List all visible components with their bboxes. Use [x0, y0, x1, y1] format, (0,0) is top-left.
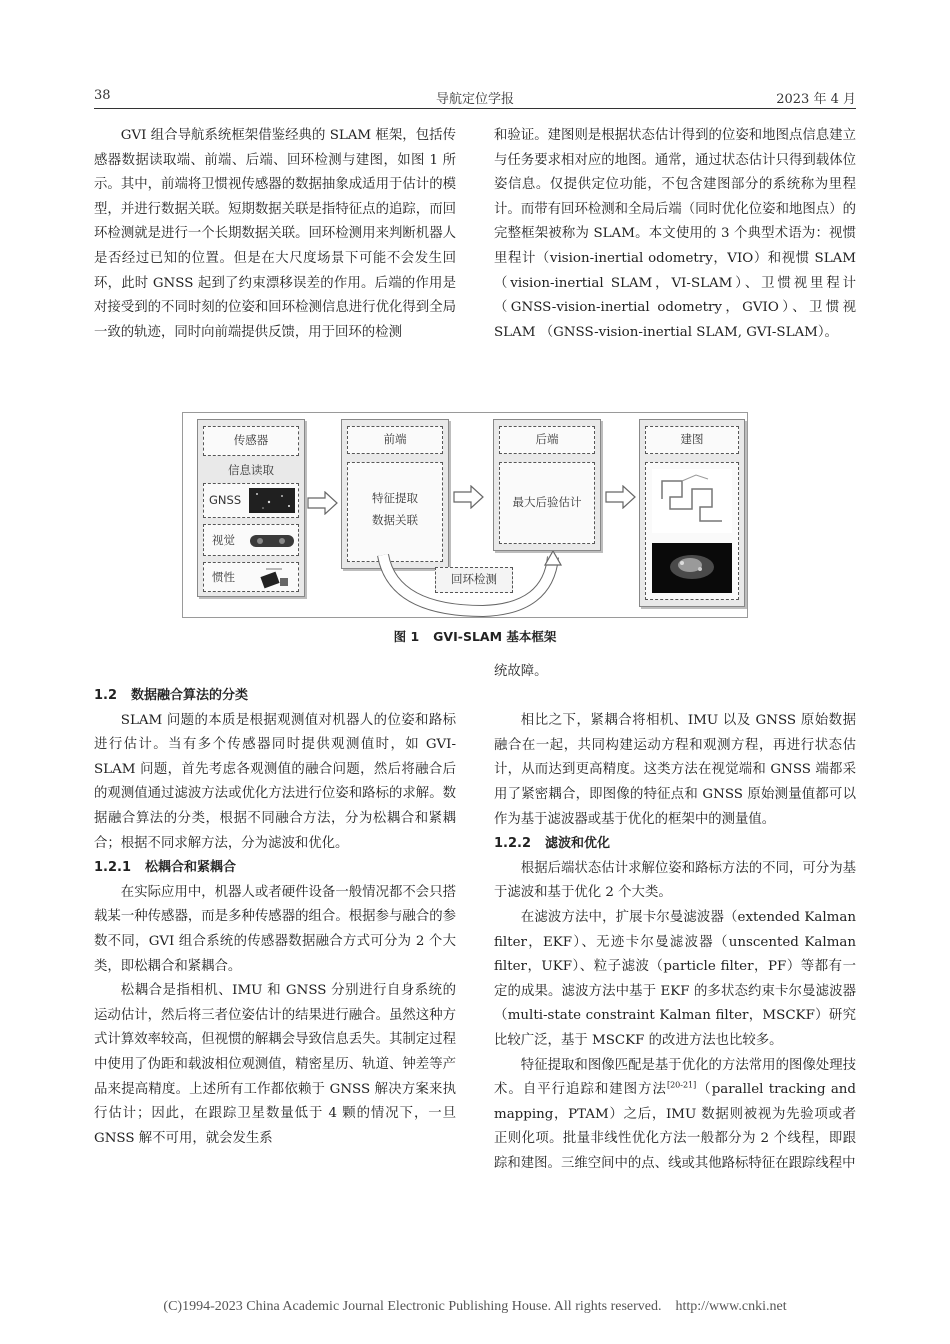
section-1-2-number: 1.2 — [94, 688, 118, 703]
backend-title: 后端 — [535, 432, 559, 446]
section-1-2-1-heading — [94, 856, 456, 881]
frontend-body-box — [347, 462, 443, 562]
data-association-label: 数据关联 — [372, 513, 418, 527]
paragraph-filter-methods: 在滤波方法中，扩展卡尔曼滤波器（extended Kalman filter，EKF）、无迹卡尔曼滤波器（unscented Kalman filter，UKF）、粒子滤波（particle filter，PF）等都有一定的成果。滤波方法中基于 EKF 的多状态约束卡尔曼滤波器（multi-state constraint Kalman filter，MSCKF）研究比较广泛，基于 MSCKF 的改进方法也比较多。 — [494, 909, 856, 1048]
figure-caption-label: 图 1 — [393, 629, 420, 644]
sensor-title: 传感器 — [233, 433, 269, 447]
gnss-sky-icon — [249, 488, 295, 513]
imu-icon — [256, 566, 292, 590]
vision-box — [203, 524, 299, 556]
optimization-text-after: （parallel tracking and mapping，PTAM）之后，IMU 数据则被视为先验项或者正则化项。批量非线性优化方法一般都分为 2 个线程，即跟踪和建图。三维空间中的点、线或其他路标特征在跟踪线程中 — [494, 1082, 857, 1171]
gnss-image — [249, 488, 295, 513]
left-column-bottom — [94, 684, 456, 1151]
paragraph-continuation: 统故障。 — [494, 664, 548, 679]
trajectory-map-icon — [652, 469, 732, 533]
mapping-title-box — [645, 426, 739, 454]
inertial-box — [203, 562, 299, 592]
point-cloud-icon — [652, 543, 732, 593]
mapping-body-box — [645, 462, 739, 600]
figure-caption-text: GVI-SLAM 基本框架 — [433, 629, 557, 644]
gnss-label: GNSS — [209, 493, 242, 507]
inertial-label: 惯性 — [212, 570, 235, 584]
mapping-stage — [639, 419, 745, 607]
paragraph-terms: 和验证。建图则是根据状态估计得到的位姿和地图点信息建立与任务要求相对应的地图。通常，通过状态估计只得到载体位姿信息。仅提供定位功能，不包含建图部分的系统称为里程计。而带有回环检测和全局后端（同时优化位姿和地图点）的完整框架被称为 SLAM。本文使用的 3 个典型术语为：视惯里程计（vision-inertial odometry，VIO）和视惯 SLAM（vision-inertial SLAM，VI-SLAM）、卫惯视里程计（GNSS-vision-inertial odometry，GVIO）、卫惯视 SLAM （GNSS-vision-inertial SLAM, GVI-SLAM）。 — [494, 128, 856, 340]
left-column-top — [94, 124, 456, 345]
right-column-bottom — [494, 660, 856, 1176]
gnss-box — [203, 483, 299, 518]
backend-title-box — [499, 426, 595, 454]
section-1-2-heading — [94, 684, 456, 709]
feature-extraction-label: 特征提取 — [372, 491, 418, 505]
paragraph-fusion-intro: SLAM 问题的本质是根据观测值对机器人的位姿和路标进行估计。当有多个传感器同时提供观测值时，如 GVI-SLAM 问题，首先考虑各观测值的融合问题，然后将融合后的观测值通过滤波方法或优化方法进行位姿和路标的求解。数据融合算法的分类，根据不同融合方法，分为松耦合和紧耦合；根据不同求解方法，分为滤波和优化。 — [94, 712, 456, 851]
map-estimation-label: 最大后验估计 — [512, 495, 582, 509]
frontend-title-box — [347, 426, 443, 454]
vision-label: 视觉 — [212, 533, 235, 547]
section-1-2-2-number: 1.2.2 — [494, 836, 532, 852]
backend-body-box — [499, 462, 595, 544]
right-column-top — [494, 124, 856, 345]
header-rule — [94, 108, 856, 109]
page-number: 38 — [94, 88, 111, 103]
paragraph-tight-coupling: 相比之下，紧耦合将相机、IMU 以及 GNSS 原始数据融合在一起，共同构建运动方程和观测方程，再进行状态估计，从而达到更高精度。这类方法在视觉端和 GNSS 端都采用了紧密耦合，即图像的特征点和 GNSS 原始测量值都可以作为基于滤波器或基于优化的框架中的测量值。 — [494, 713, 856, 827]
arrow-sensor-to-frontend — [307, 491, 339, 515]
info-read-label: 信息读取 — [228, 463, 274, 477]
paragraph-optimization-methods — [494, 1054, 856, 1177]
figure-1-diagram — [182, 412, 748, 618]
journal-title: 导航定位学报 — [435, 92, 514, 107]
camera-icon — [248, 531, 296, 551]
paragraph-coupling-intro: 在实际应用中，机器人或者硬件设备一般情况都不会只搭载某一种传感器，而是多种传感器的组合。根据参与融合的参数不同，GVI 组合系统的传感器数据融合方式可分为 2 个大类，即松耦合和紧耦合。 — [94, 884, 456, 974]
cnki-url[interactable]: http://www.cnki.net — [675, 1299, 787, 1314]
section-1-2-2-heading — [494, 832, 856, 857]
paragraph-framework: GVI 组合导航系统框架借鉴经典的 SLAM 框架，包括传感器数据读取端、前端、后端、回环检测与建图，如图 1 所示。其中，前端将卫惯视传感器的数据抽象成适用于估计的模型，并进行数据关联。短期数据关联是指特征点的追踪，而回环检测就是进行一个长期数据关联。回环检测用来判断机器人是否经过已知的位置。但是在大尺度场景下可能不会发生回环，此时 GNSS 起到了约束漂移误差的作用。后端的作用是对接受到的不同时刻的位姿和回环检测信息进行优化得到全局一致的轨迹，同时向前端提供反馈，用于回环的检测 — [94, 128, 456, 340]
section-1-2-1-title: 松耦合和紧耦合 — [145, 860, 237, 876]
sensor-stage — [197, 419, 305, 597]
section-1-2-title: 数据融合算法的分类 — [131, 688, 249, 703]
arrow-frontend-to-backend — [453, 485, 485, 509]
sensor-title-box — [203, 426, 299, 456]
copyright-footer — [0, 1299, 950, 1315]
section-1-2-1-number: 1.2.1 — [94, 860, 132, 876]
issue-date: 2023 年 4 月 — [776, 92, 856, 107]
loop-detection-box — [435, 567, 513, 593]
backend-stage — [493, 419, 601, 551]
frontend-stage — [341, 419, 449, 569]
optimization-text-before: 特征提取和图像匹配是基于优化的方法常用的图像处理技术。自平行追踪和建图方法 — [494, 1057, 856, 1098]
paragraph-filter-vs-optimization: 根据后端状态估计求解位姿和路标方法的不同，可分为基于滤波和基于优化 2 个大类。 — [494, 860, 856, 901]
figure-caption — [0, 627, 950, 645]
arrow-backend-to-mapping — [605, 485, 637, 509]
paragraph-loose-coupling: 松耦合是指相机、IMU 和 GNSS 分别进行自身系统的运动估计，然后将三者位姿估计的结果进行融合。虽然这种方式计算效率较高，但视惯的解耦会导致信息丢失。其制定过程中使用了伪距和载波相位观测值，精密星历、轨道、钟差等产品来提高精度。上述所有工作都依赖于 GNSS 解决方案来执行估计；因此，在跟踪卫星数量低于 4 颗的情况下，一旦 GNSS 解不可用，就会发生系 — [94, 983, 456, 1146]
mapping-title: 建图 — [680, 432, 704, 446]
frontend-title: 前端 — [383, 432, 407, 446]
point-cloud-map — [652, 543, 732, 593]
loop-detection-label: 回环检测 — [451, 572, 497, 586]
section-1-2-2-title: 滤波和优化 — [545, 836, 611, 852]
citation-20-21[interactable]: [20-21] — [666, 1080, 697, 1090]
copyright-text: (C)1994-2023 China Academic Journal Electronic Publishing House. All rights reserved. — [163, 1299, 662, 1314]
